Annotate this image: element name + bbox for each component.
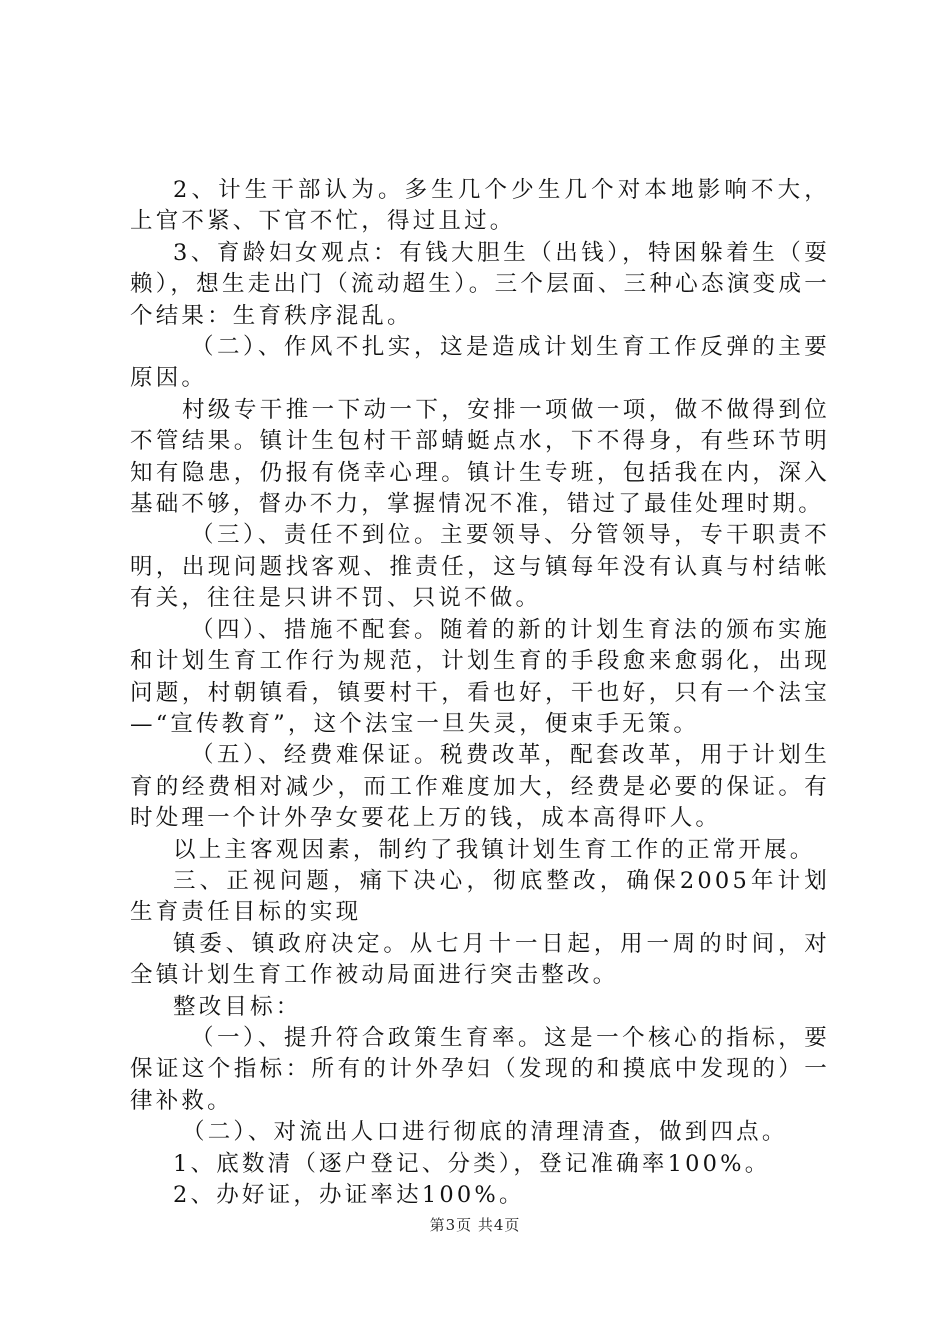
- document-body: [130, 175, 830, 1211]
- paragraph: 镇委、镇政府决定。从七月十一日起，用一周的时间，对全镇计划生育工作被动局面进行突击整改。: [130, 930, 830, 989]
- paragraph: （二）、作风不扎实，这是造成计划生育工作反弹的主要原因。: [130, 334, 830, 392]
- page-number-footer: 第3页 共4页: [429, 1216, 521, 1234]
- paragraph: （三）、责任不到位。主要领导、分管领导，专干职责不明，出现问题找客观、推责任，这与镇每年没有认真与村结帐有关，往往是只讲不罚、只说不做。: [130, 522, 830, 612]
- paragraph: 2、办好证，办证率达100%。: [173, 1182, 525, 1208]
- paragraph: 整改目标：: [173, 993, 302, 1020]
- paragraph: （一）、提升符合政策生育率。这是一个核心的指标，要保证这个指标：所有的计外孕妇（发现的和摸底中发现的）一律补救。: [130, 1024, 830, 1114]
- paragraph: 2、计生干部认为。多生几个少生几个对本地影响不大，上官不紧、下官不忙，得过且过。: [130, 177, 830, 235]
- paragraph: 3、育龄妇女观点：有钱大胆生（出钱），特困躲着生（耍赖），想生走出门（流动超生）。三个层面、三种心态演变成一个结果：生育秩序混乱。: [130, 239, 830, 329]
- paragraph: 村级专干推一下动一下，安排一项做一项，做不做得到位不管结果。镇计生包村干部蜻蜓点水，下不得身，有些环节明知有隐患，仍报有侥幸心理。镇计生专班，包括我在内，深入基础不够，督办不力，掌握情况不准，错过了最佳处理时期。: [130, 396, 830, 518]
- paragraph: （二）、对流出人口进行彻底的清理清查，做到四点。: [182, 1119, 788, 1146]
- paragraph: （五）、经费难保证。税费改革，配套改革，用于计划生育的经费相对减少，而工作难度加大，经费是必要的保证。有时处理一个计外孕女要花上万的钱，成本高得吓人。: [130, 742, 830, 832]
- paragraph: 1、底数清（逐户登记、分类），登记准确率100%。: [173, 1150, 771, 1177]
- section-heading: 三、正视问题，痛下决心，彻底整改，确保2005年计划生育责任目标的实现: [130, 867, 830, 926]
- paragraph: 以上主客观因素，制约了我镇计划生育工作的正常开展。: [173, 836, 816, 863]
- paragraph: （四）、措施不配套。随着的新的计划生育法的颁布实施和计划生育工作行为规范，计划生育的手段愈来愈弱化，出现问题，村朝镇看，镇要村干，看也好，干也好，只有一个法宝—“宣传教育”，这个法宝一旦失灵，便束手无策。: [130, 616, 830, 737]
